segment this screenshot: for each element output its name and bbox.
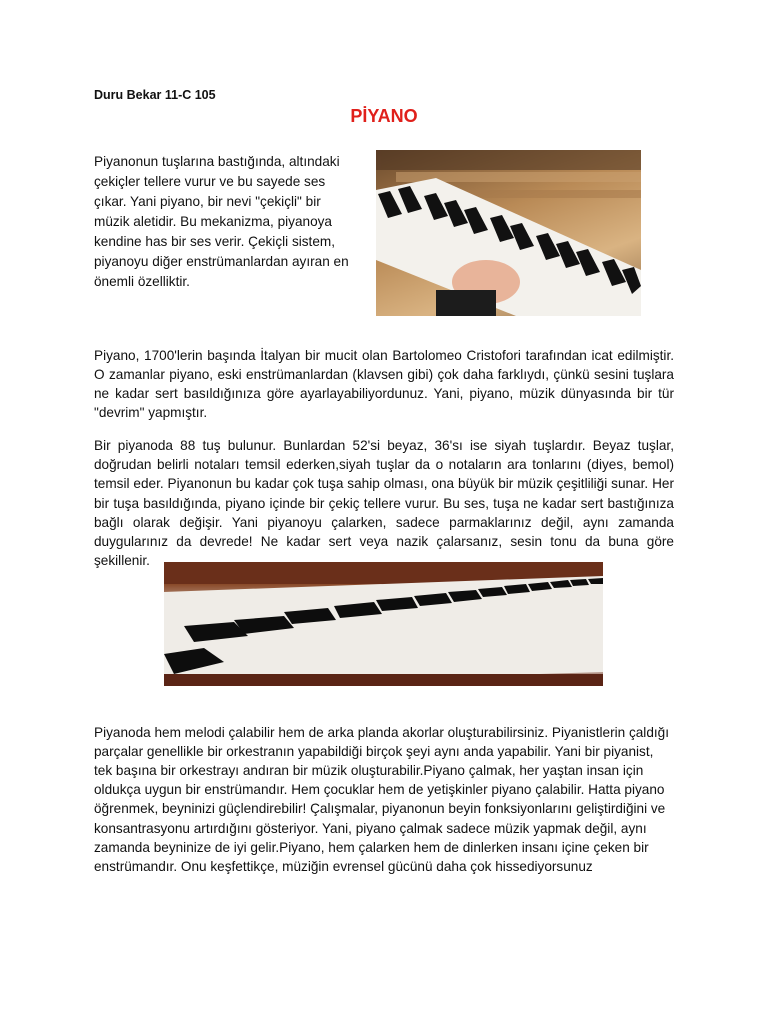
intro-text: Piyanonun tuşlarına bastığında, altındaki çekiçler tellere vurur ve bu sayede ses çıkar. Yani piyano, bir nevi "çekiçli" bir müzik aletidir. Bu mekanizma, piyanoya kendine has bir ses verir. Çekiçli sistem, piyanoyu diğer enstrümanlardan ayıran en önemli özelliktir.: [94, 154, 349, 289]
piano-keyboard-photo: [164, 562, 603, 686]
piano-keyboard-illustration: [164, 562, 603, 686]
intro-paragraph: [94, 152, 356, 292]
page-title: PİYANO: [350, 106, 418, 126]
history-paragraph-2: Bir piyanoda 88 tuş bulunur. Bunlardan 52'si beyaz, 36'sı ise siyah tuşlardır. Beyaz tuşlar, doğrudan belirli notaları temsil ederken,siyah tuşlar da o notaların ara tonlarını (diyes, bemol) temsil eder. Piyanonun bu kadar çok tuşa sahip olması, ona büyük bir müzik çeşitliliği sunar. Her bir tuşa basıldığında, piyano içinde bir çekiç tellere vurur. Bu ses, tuşa ne kadar sert bastığınıza bağlı olarak değişir. Yani piyanoyu çalarken, sadece parmaklarınız değil, aynı zamanda duygularınız da devrede! Ne kadar sert veya nazik çalarsanız, sesin tonu da buna göre şekillenir.: [94, 438, 674, 569]
author-line: Duru Bekar 11-C 105: [94, 88, 216, 102]
benefits-paragraph: Piyanoda hem melodi çalabilir hem de arka planda akorlar oluşturabilirsiniz. Piyanistlerin çaldığı parçalar genellikle bir orkestranın yapabildiği birçok şeyi aynı anda yapabilir. Yani bir piyanist, tek başına bir orkestrayı andıran bir müzik oluşturabilir.Piyano çalmak, her yaştan insan için oldukça uygun bir enstrümandır. Hem çocuklar hem de yetişkinler piyano çalabilir. Hatta piyano öğrenmek, beyninizi güçlendirebilir! Çalışmalar, piyanonun beyin fonksiyonlarını geliştirdiğini ve konsantrasyonu artırdığını gösteriyor. Yani, piyano çalmak sadece müzik yapmak değil, aynı zamanda beyninize de iyi gelir.Piyano, hem çalarken hem de dinlerken insanı içine çeken bir enstrümandır. Onu keşfettikçe, müziğin evrensel gücünü daha çok hissediyorsunuz: [94, 724, 669, 875]
history-section: [94, 332, 674, 584]
history-paragraph-1: Piyano, 1700'lerin başında İtalyan bir mucit olan Bartolomeo Cristofori tarafından icat edilmiştir. O zamanlar piyano, eski enstrümanlardan (klavsen gibi) çok daha farklıydı, çünkü sesini tuşlara ne kadar sert basıldığınıza göre ayarlayabiliyordunuz. Yani, piyano, müzik dünyasında bir tür "devrim" yapmıştır.: [94, 347, 674, 421]
piano-hammers-illustration: [376, 150, 641, 316]
benefits-section: [94, 709, 674, 890]
piano-hammers-photo: [376, 150, 641, 316]
